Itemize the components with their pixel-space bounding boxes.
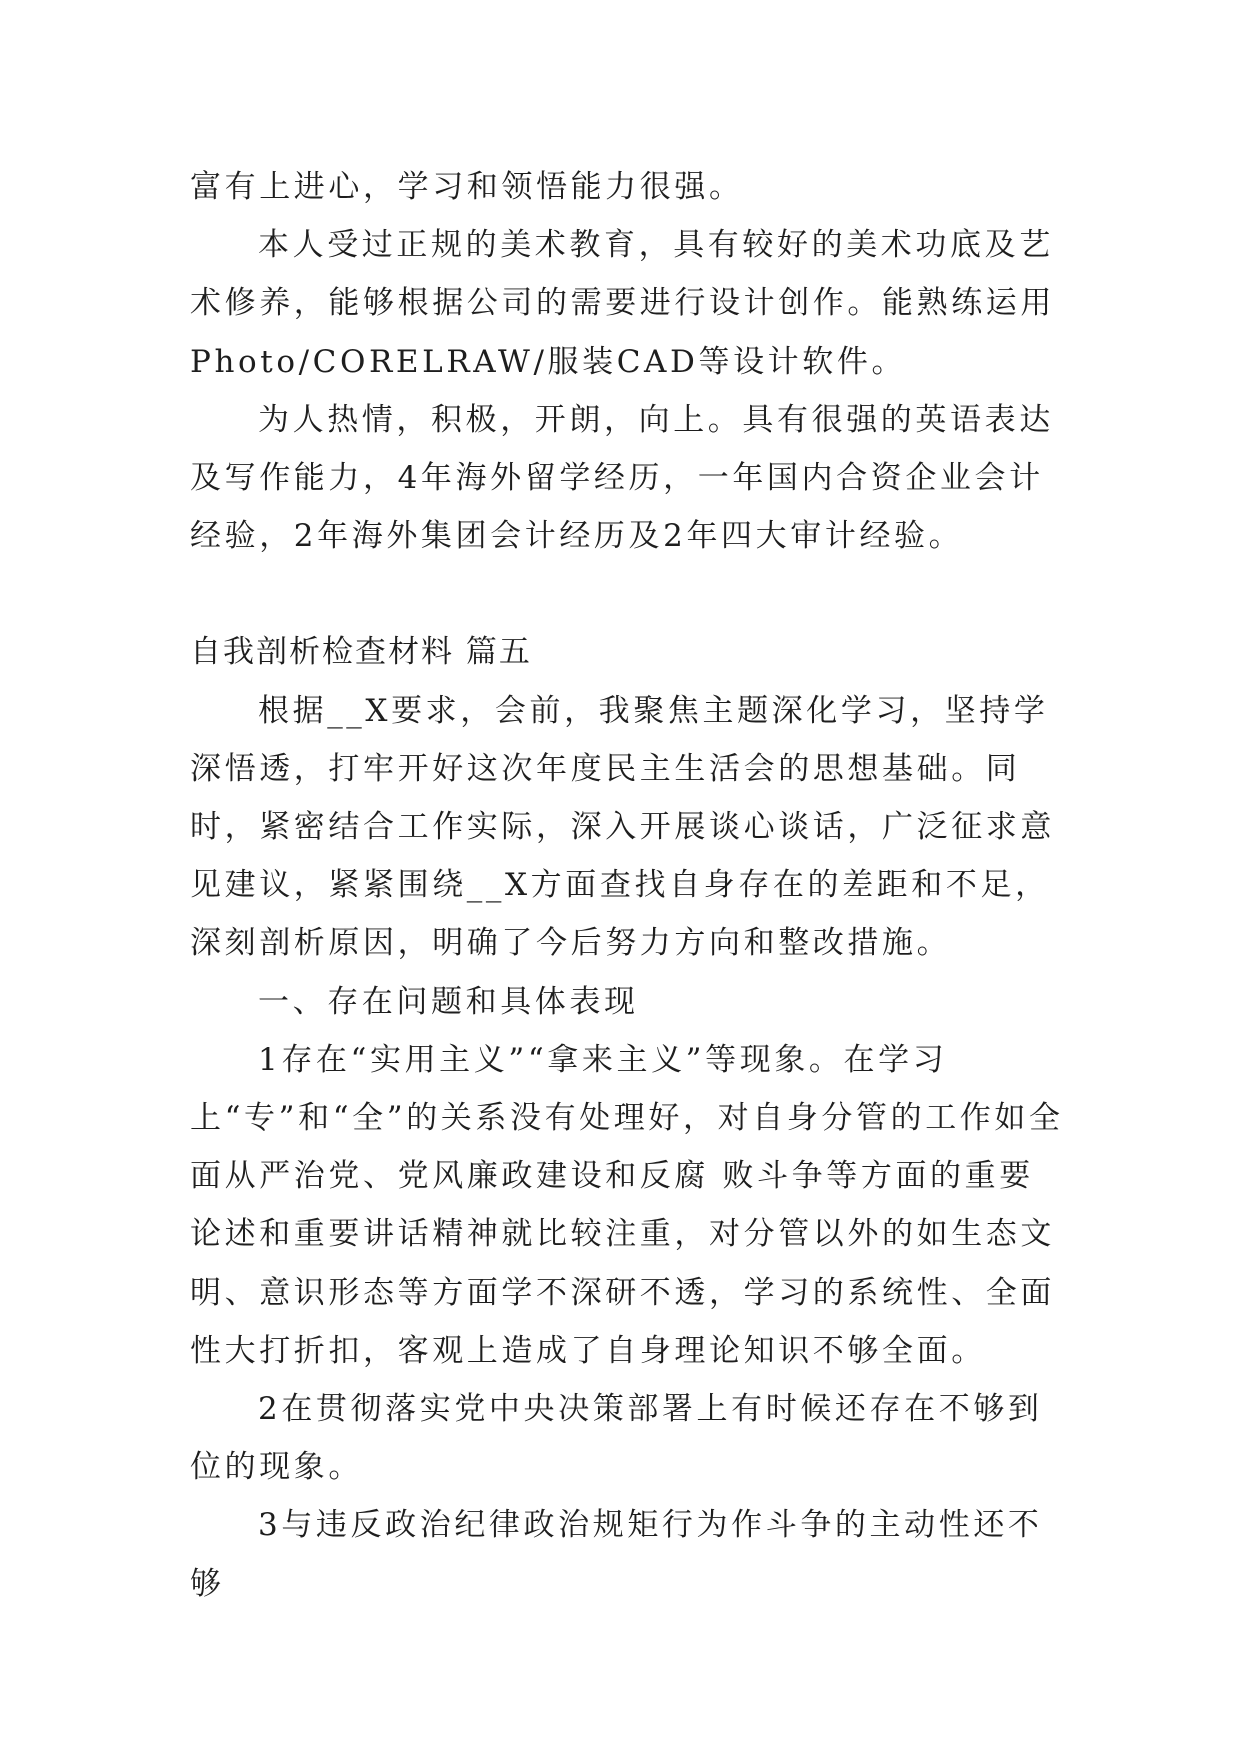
paragraph: 富有上进心，学习和领悟能力很强。 <box>190 169 744 205</box>
document-body <box>190 158 1065 1613</box>
paragraph: 1存在“实用主义”“拿来主义”等现象。在学习上“专”和“全”的关系没有处理好，对自身分管的工作如全面从严治党、党风廉政建设和反腐 败斗争等方面的重要论述和重要讲话精神就比较注重，对分管以外的如生态文明、意识形态等方面学不深研不透，学习的系统性、全面性大打折扣，客观上造成了自身理论知识不够全面。 <box>190 1041 1064 1369</box>
paragraph: 为人热情，积极，开朗，向上。具有很强的英语表达及写作能力，4年海外留学经历，一年国内合资企业会计经验，2年海外集团会计经历及2年四大审计经验。 <box>190 401 1054 555</box>
paragraph: 3与违反政治纪律政治规矩行为作斗争的主动性还不够 <box>190 1507 1043 1602</box>
subheading: 一、存在问题和具体表现 <box>258 983 639 1020</box>
section-title: 自我剖析检查材料 篇五 <box>190 634 532 671</box>
paragraph: 2在贯彻落实党中央决策部署上有时候还存在不够到位的现象。 <box>190 1391 1043 1486</box>
paragraph: 根据__X要求，会前，我聚焦主题深化学习，坚持学深悟透，打牢开好这次年度民主生活会的思想基础。同时，紧密结合工作实际，深入开展谈心谈话，广泛征求意见建议，紧紧围绕__X方面查找自身存在的差距和不足，深刻剖析原因，明确了今后努力方向和整改措施。 <box>190 692 1055 962</box>
paragraph: 本人受过正规的美术教育，具有较好的美术功底及艺术修养，能够根据公司的需要进行设计创作。能熟练运用Photo/CORELRAW/服装CAD等设计软件。 <box>190 227 1055 380</box>
